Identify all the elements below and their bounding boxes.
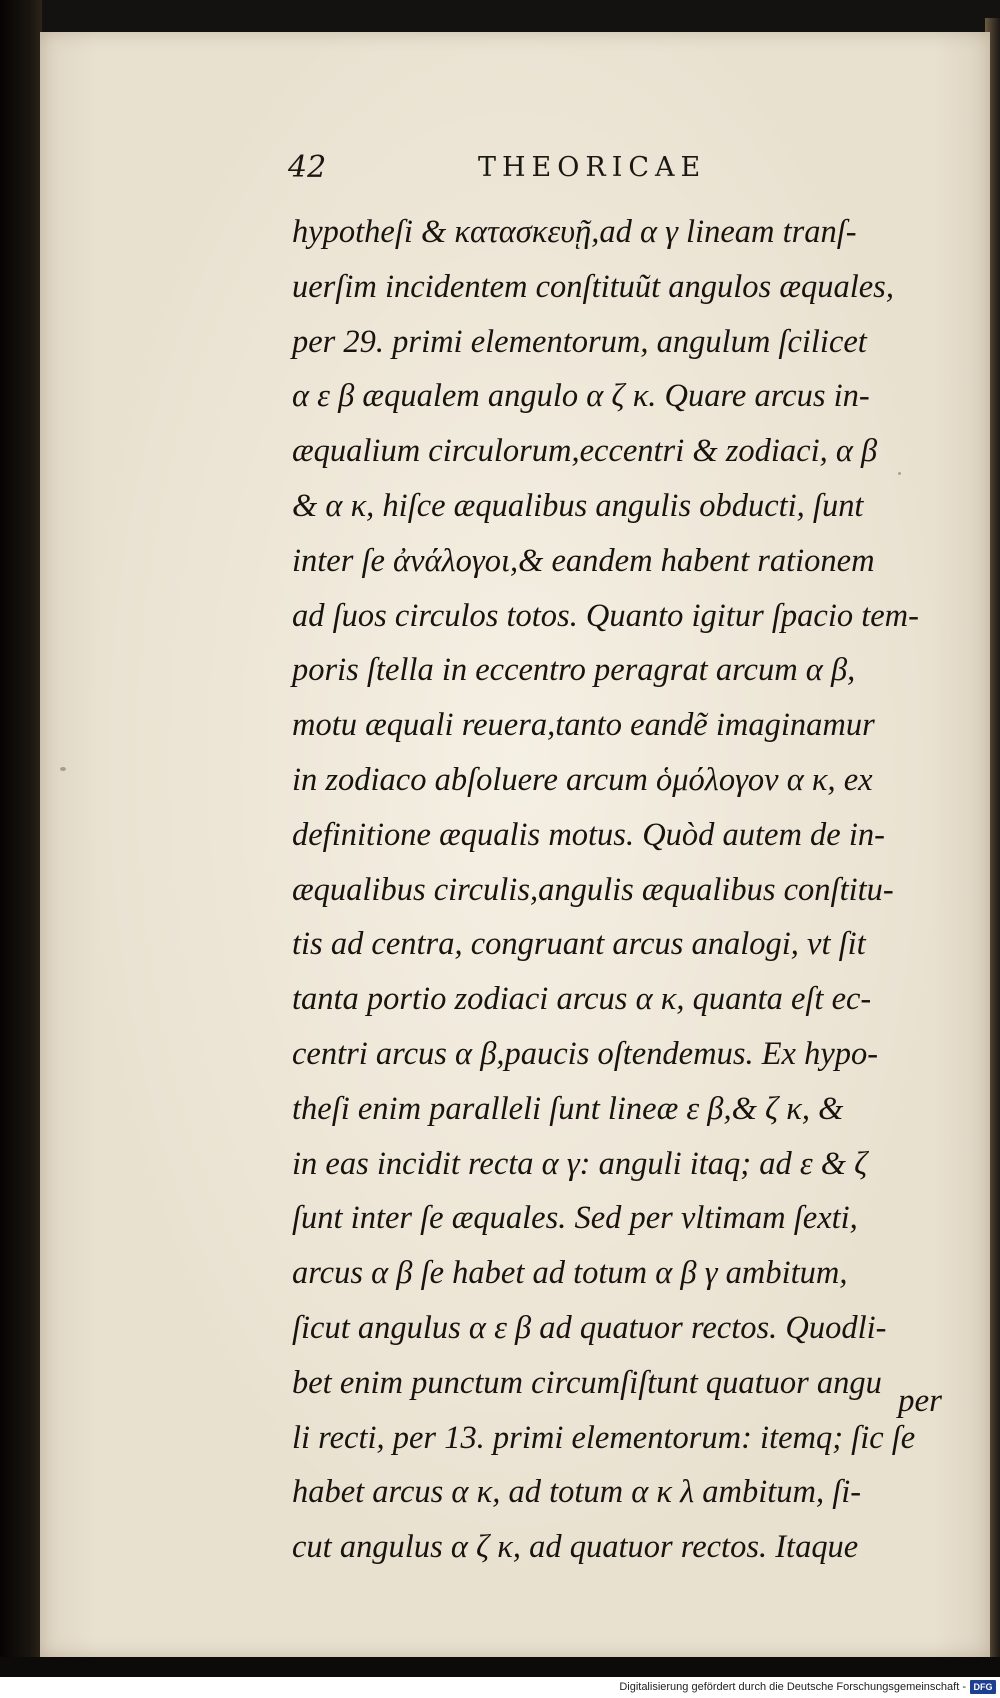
text-line: æqualium circulorum,eccentri & zodiaci, α β: [292, 433, 878, 470]
dfg-logo: DFG: [970, 1680, 996, 1694]
digitization-credit: Digitalisierung gefördert durch die Deutsche Forschungsgemeinschaft -: [619, 1681, 966, 1693]
scan-bottom-border: [0, 1657, 1000, 1677]
book-spine-shadow: [0, 0, 42, 1698]
text-line: tis ad centra, congruant arcus analogi, vt ſit: [292, 926, 866, 963]
text-line: poris ſtella in eccentro peragrat arcum α β,: [292, 652, 856, 689]
text-line: arcus α β ſe habet ad totum α β γ ambitum,: [292, 1255, 848, 1292]
text-line: definitione æqualis motus. Quòd autem de in-: [292, 816, 885, 853]
text-line: li recti, per 13. primi elementorum: itemq; ſic ſe: [292, 1419, 916, 1456]
text-line: æqualibus circulis,angulis æqualibus conſtitu-: [292, 871, 894, 908]
paper-speck: [60, 767, 66, 771]
page-header: [288, 150, 928, 192]
body-text: [292, 205, 942, 1575]
text-line: hypotheſi & κατασκευῇ,ad α γ lineam tranſ-: [292, 214, 857, 250]
text-line: α ε β æqualem angulo α ζ κ. Quare arcus in-: [292, 378, 870, 415]
text-line: ſicut angulus α ε β ad quatuor rectos. Quodli-: [292, 1309, 887, 1346]
text-line: cut angulus α ζ κ, ad quatuor rectos. Itaque: [292, 1529, 859, 1566]
catchword: per: [898, 1383, 942, 1419]
running-head: THEORICAE: [478, 152, 707, 183]
text-line: habet arcus α κ, ad totum α κ λ ambitum, ſi-: [292, 1474, 862, 1511]
text-line: in eas incidit recta α γ: anguli itaq; ad ε & ζ: [292, 1145, 868, 1182]
text-line: & α κ, hiſce æqualibus angulis obducti, ſunt: [292, 487, 864, 524]
text-line: motu æquali reuera,tanto eandẽ imaginamur: [292, 707, 875, 744]
text-line: tanta portio zodiaci arcus α κ, quanta eſt ec-: [292, 981, 872, 1018]
text-line: centri arcus α β,paucis oſtendemus. Ex hypo-: [292, 1035, 879, 1072]
text-line: ad ſuos circulos totos. Quanto igitur ſpacio tem-: [292, 597, 919, 634]
text-line: inter ſe ἀνάλογοι,& eandem habent rationem: [292, 542, 875, 579]
text-line: per 29. primi elementorum, angulum ſcilicet: [292, 323, 867, 360]
text-line: ſunt inter ſe æquales. Sed per vltimam ſexti,: [292, 1200, 858, 1237]
text-line: in zodiaco abſoluere arcum ὁμόλογον α κ, ex: [292, 761, 873, 798]
page-number: 42: [288, 150, 327, 185]
text-line: bet enim punctum circumſiſtunt quatuor angu: [292, 1364, 882, 1401]
text-line: uerſim incidentem conſtituũt angulos æquales,: [292, 268, 894, 305]
text-line: theſi enim paralleli ſunt lineæ ε β,& ζ κ, &: [292, 1090, 844, 1127]
